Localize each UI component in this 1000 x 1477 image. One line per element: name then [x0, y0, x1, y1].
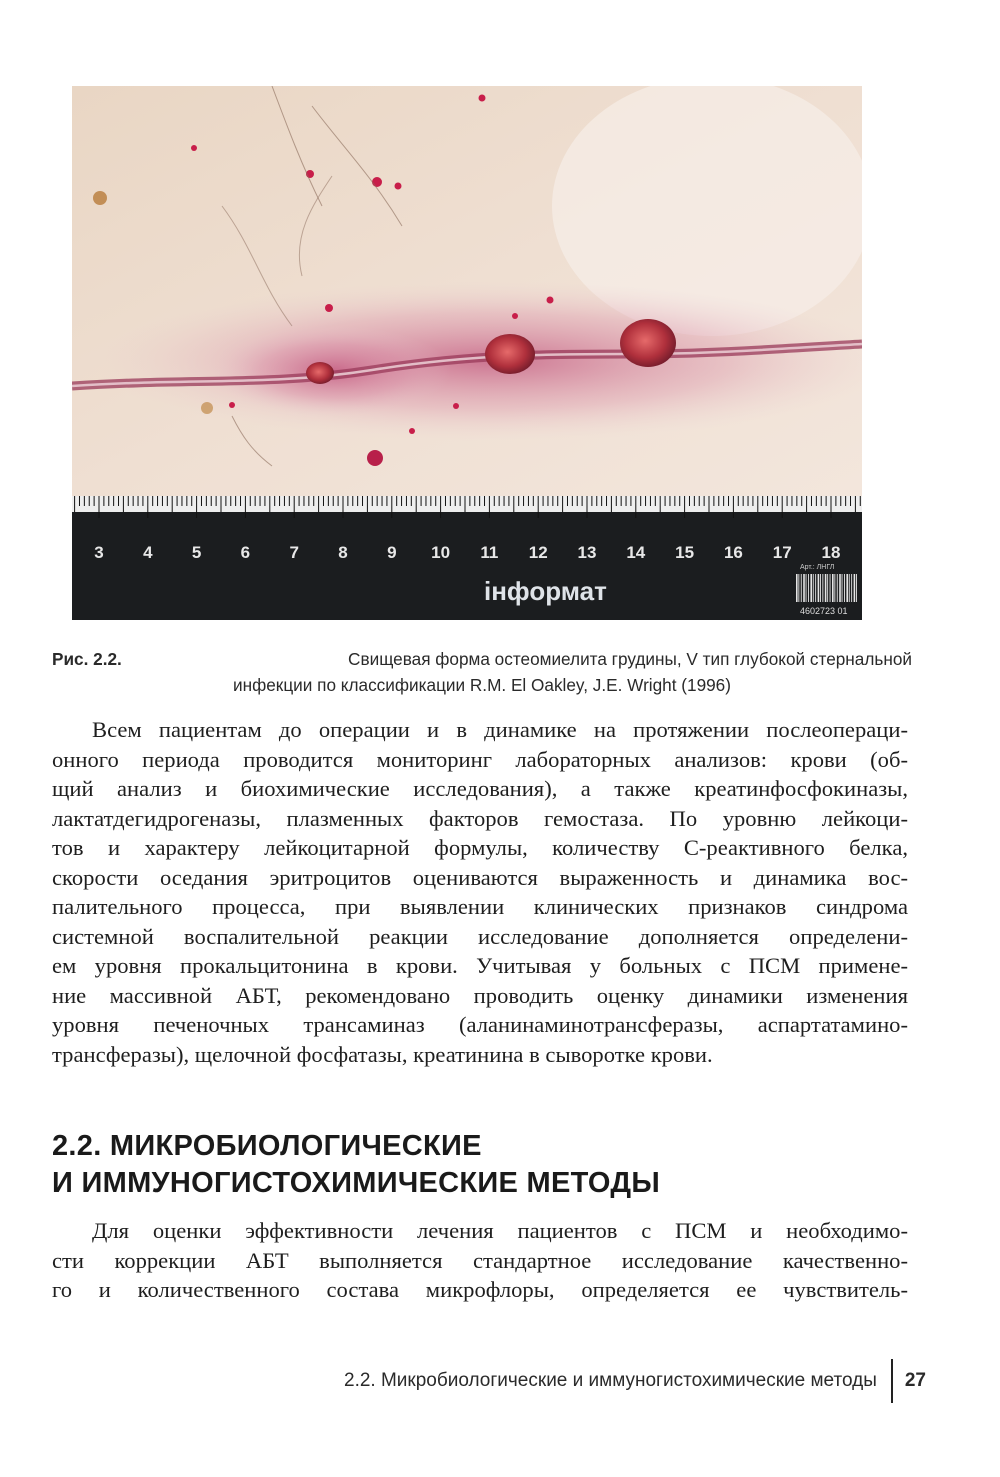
text-line: ние массивной АБТ, рекомендовано проводить оценку динамики изменения: [52, 982, 908, 1008]
ruler-brand: інформат: [484, 576, 607, 606]
fistula-photo-illustration: [72, 86, 862, 620]
barcode-bar: [832, 574, 834, 602]
text-line: уровня печеночных трансаминаз (аланинаминотрансферазы, аспартатамино-: [52, 1012, 908, 1037]
barcode-bar: [818, 574, 820, 602]
ruler-number: 17: [772, 543, 792, 562]
barcode-bar: [849, 574, 850, 602]
ruler-number: 5: [191, 543, 202, 562]
barcode-bar: [839, 574, 841, 602]
figure-label: Рис. 2.2.: [52, 649, 122, 669]
heading-line-2: И ИММУНОГИСТОХИМИЧЕСКИЕ МЕТОДЫ: [52, 1167, 661, 1199]
barcode-bar: [837, 574, 838, 602]
text-line: щий анализ и биохимические исследования), а также креатинфосфокиназы,: [52, 776, 908, 801]
ruler-number: 4: [143, 543, 153, 562]
running-title: 2.2. Микробиологические и иммуногистохимические методы: [344, 1370, 877, 1391]
ruler-number: 12: [528, 543, 548, 562]
barcode-bar: [806, 574, 807, 602]
caption-line-1: [52, 646, 912, 672]
text-line: онного периода проводится мониторинг лабораторных анализов: крови (об-: [52, 746, 908, 772]
ruler-number: 18: [821, 543, 841, 562]
barcode-bar: [820, 574, 821, 602]
ruler-number: 8: [338, 543, 348, 562]
ruler-barcode-number: 4602723 01: [800, 606, 848, 616]
barcode-bar: [846, 574, 848, 602]
ruler-number: 14: [626, 543, 646, 562]
ruler-number: 11: [480, 543, 499, 562]
figure-caption: [52, 646, 912, 698]
page-footer: [344, 1360, 926, 1402]
barcode-bar: [808, 574, 809, 602]
barcode-bar: [830, 574, 831, 602]
heading-line-1: 2.2. МИКРОБИОЛОГИЧЕСКИЕ: [52, 1130, 482, 1162]
barcode-bar: [796, 574, 798, 602]
ruler-number: 16: [723, 543, 743, 562]
barcode-bar: [844, 574, 845, 602]
page-number: 27: [904, 1370, 926, 1391]
barcode-bar: [822, 574, 823, 602]
barcode-bar: [827, 574, 828, 602]
section-heading: [52, 1128, 912, 1202]
barcode-bar: [815, 574, 816, 602]
paragraph-microbiology: [52, 1216, 908, 1305]
text-line: палительного процесса, при выявлении клинических признаков синдрома: [52, 894, 908, 919]
barcode-bar: [803, 574, 805, 602]
ruler-number: 10: [431, 543, 451, 562]
ruler-number: 13: [577, 543, 597, 562]
text-line: тов и характеру лейкоцитарной формулы, количеству С-реактивного белка,: [52, 835, 908, 860]
footer-divider: [891, 1359, 893, 1403]
caption-line-2: инфекции по классификации R.M. El Oakley, J.E. Wright (1996): [233, 675, 731, 695]
ruler-number: 3: [94, 543, 104, 562]
text-line: сти коррекции АБТ выполняется стандартное исследование качественно-: [52, 1247, 908, 1273]
text-line: скорости оседания эритроцитов оцениваются выраженность и динамика вос-: [52, 864, 908, 890]
barcode-bar: [798, 574, 799, 602]
text-line: системной воспалительной реакции исследование дополняется определени-: [52, 923, 908, 949]
figure-photo: [72, 86, 862, 620]
barcode-bar: [813, 574, 814, 602]
text-line: трансферазы), щелочной фосфатазы, креатинина в сыворотке крови.: [52, 1041, 713, 1067]
barcode-bar: [851, 574, 852, 602]
ruler-number: 9: [387, 543, 397, 562]
text-line: ем уровня прокальцитонина в крови. Учитывая у больных с ПСМ примене-: [52, 953, 908, 978]
barcode-bar: [854, 574, 856, 602]
caption-text-1: Свищевая форма остеомиелита грудины, V тип глубокой стернальной: [348, 649, 912, 669]
text-line: Всем пациентам до операции и в динамике на протяжении послеопераци-: [92, 717, 908, 742]
ruler-number: 6: [240, 543, 251, 562]
ruler-small-text: Арт.: ЛНГЛ: [800, 564, 835, 571]
barcode-bar: [810, 574, 812, 602]
text-line: лактатдегидрогеназы, плазменных факторов гемостаза. По уровню лейкоци-: [52, 805, 908, 831]
barcode-bar: [801, 574, 802, 602]
ruler-number: 7: [289, 543, 299, 562]
text-line: го и количественного состава микрофлоры, определяется ее чувствитель-: [52, 1277, 908, 1302]
text-line: Для оценки эффективности лечения пациентов с ПСМ и необходимо-: [92, 1218, 908, 1243]
barcode-bar: [856, 574, 857, 602]
barcode-bar: [825, 574, 827, 602]
barcode-bar: [842, 574, 843, 602]
paragraph-lab-monitoring: [52, 715, 908, 1069]
ruler-number: 15: [675, 543, 695, 562]
barcode-bar: [834, 574, 835, 602]
